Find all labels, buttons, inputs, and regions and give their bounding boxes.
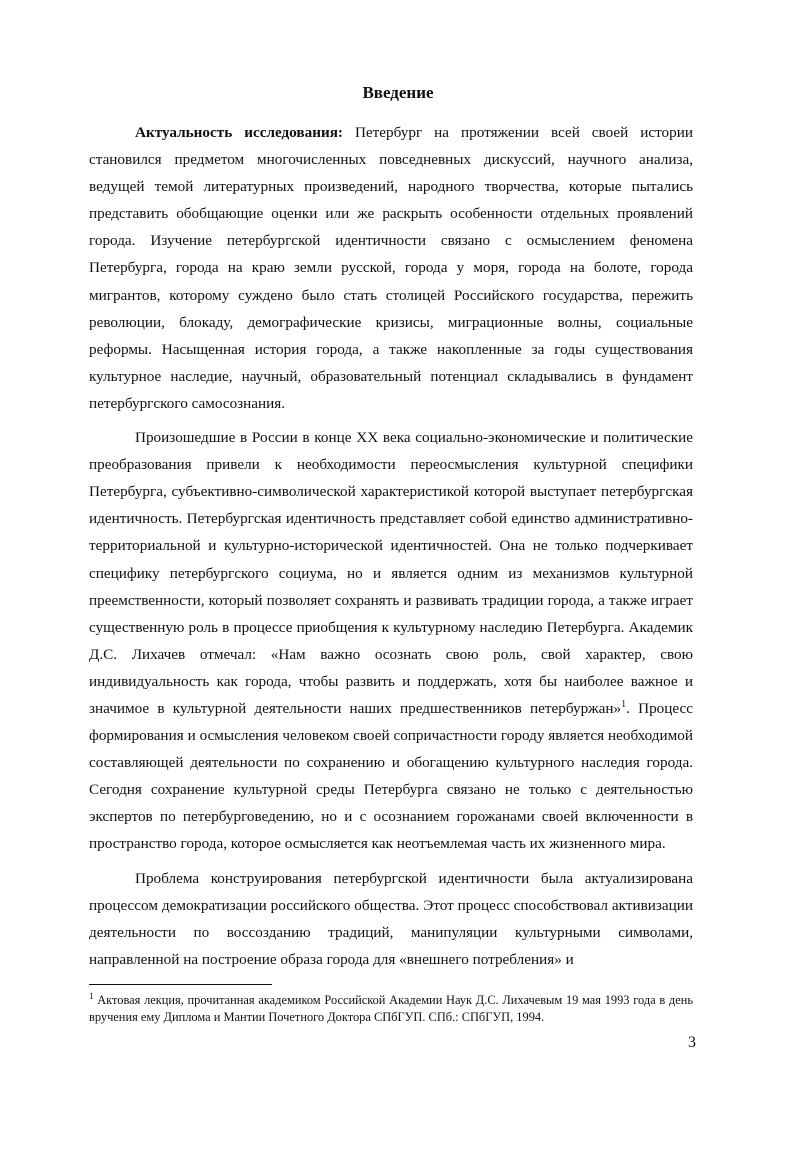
paragraph-text: Произошедшие в России в конце XX века социально-экономические и политические преобразования привели к необходимости переосмысления культурной специфики Петербурга, субъективно-символической характеристикой которой выступает петербургская идентичность. Петербургская идентичность представляет собой единство административно-территориальной и культурно-исторической идентичностей. Она не только подчеркивает специфику петербургского социума, но и является одним из механизмов культурной преемственности, который позволяет сохранять и развивать традиции города, а также играет существенную роль в процессе приобщения к культурному наследию Петербурга. Академик Д.С. Лихачев отмечал: «Нам важно осознать свою роль, свой характер, свою индивидуальность как города, чтобы развить и поддержать, хотя бы наиболее важное и значимое в культурной деятельности наших предшественников петербуржан» xyxy=(89,429,693,717)
footnote-reference[interactable]: 1 xyxy=(621,698,627,710)
paragraph-text: Петербург на протяжении всей своей истории становился предметом многочисленных повседневных дискуссий, научного анализа, ведущей темой литературных произведений, народного творчества, которые пытались представить обобщающие оценки или же раскрыть особенности отдельных проявлений города. Изучение петербургской идентичности связано с осмыслением феномена Петербурга, города на краю земли русской, города у моря, города на болоте, города мигрантов, которому суждено было стать столицей Российского государства, пережить революции, блокаду, демографические кризисы, миграционные волны, социальные реформы. Насыщенная история города, а также накопленные за годы существования культурное наследие, научный, образовательный потенциал складывались в фундамент петербургского самосознания. xyxy=(89,124,693,412)
paragraph-text: Проблема конструирования петербургской идентичности была актуализирована процессом демократизации российского общества. Этот процесс способствовал активизации деятельности по воссозданию традиций, манипуляции культурными символами, направленной на построение образа города для «внешнего потребления» и xyxy=(89,869,693,968)
footnote-mark: 1 xyxy=(89,990,94,1001)
page-number: 3 xyxy=(688,1034,696,1051)
paragraph-text: . Процесс формирования и осмысления человеком своей сопричастности городу является необходимой составляющей деятельности по сохранению и обогащению культурного наследия города. Сегодня сохранение культурной среды Петербурга связано не только с деятельностью экспертов по петербурговедению, но и с осознанием горожанами своей включенности в пространство города, которое осмысляется как неотъемлемая часть их жизненного мира. xyxy=(89,699,694,853)
footnote xyxy=(89,992,693,1026)
body-text xyxy=(89,119,693,973)
footnote-divider xyxy=(89,984,272,985)
paragraph-relevance xyxy=(89,119,693,417)
footnote-text: Актовая лекция, прочитанная академиком Российской Академии Наук Д.С. Лихачевым 19 мая 1993 года в день вручения ему Диплома и Мантии Почетного Доктора СПбГУП. СПб.: СПбГУП, 1994. xyxy=(89,993,693,1024)
page-title: Введение xyxy=(362,83,434,102)
paragraph-lead: Актуальность исследования: xyxy=(135,124,343,141)
paragraph-transformations xyxy=(89,424,693,858)
paragraph-construction xyxy=(89,865,693,973)
